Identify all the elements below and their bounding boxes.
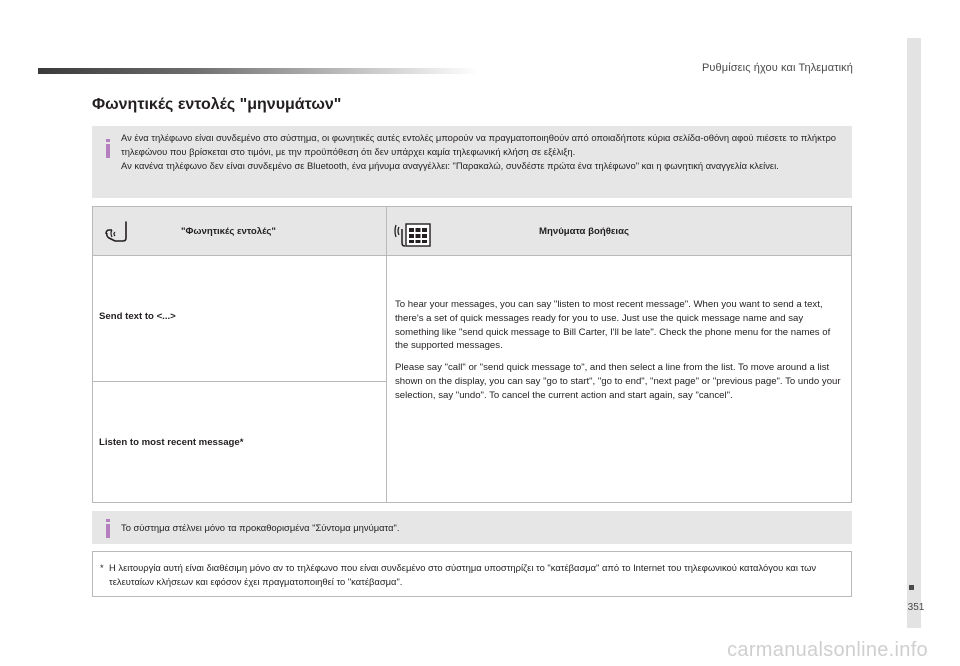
voice-help-grid-icon bbox=[393, 217, 433, 254]
command-listen-recent: Listen to most recent message* bbox=[99, 437, 244, 448]
watermark-text: carmanualsonline.info bbox=[727, 639, 928, 661]
help-paragraph: Please say "call" or "send quick message to", and then select a line from the list. To move around a list shown on the display, you can say "go to start", "go to end", "next page" or "previous page". To undo your selection, say "undo". To cancel the current action and start again, say "cancel". bbox=[395, 362, 841, 401]
info-text-top bbox=[121, 131, 846, 172]
voice-command-icon bbox=[103, 218, 129, 249]
header-gradient-bar bbox=[38, 68, 478, 74]
section-title: Φωνητικές εντολές "μηνυμάτων" bbox=[92, 96, 342, 113]
chapter-title: Ρυθμίσεις ήχου και Τηλεματική bbox=[702, 62, 853, 74]
info-icon bbox=[106, 519, 110, 538]
info-box-top bbox=[92, 126, 852, 198]
info-text-bottom: Το σύστημα στέλνει μόνο τα προκαθορισμένα "Σύντομα μηνύματα". bbox=[121, 522, 400, 533]
command-send-text: Send text to <...> bbox=[99, 311, 176, 322]
voice-commands-table bbox=[92, 206, 852, 503]
column-header-help-messages: Μηνύματα βοήθειας bbox=[539, 226, 629, 237]
help-message-text bbox=[395, 298, 845, 411]
footnote-text: Η λειτουργία αυτή είναι διαθέσιμη μόνο αν το τηλέφωνο που είναι συνδεμένο στο σύστημα υποστηρίζει το "κατέβασμα" από το Internet του τηλεφωνικού καταλόγου και των τελευταίων κλήσεων και εφόσον έχει πραγματοποιηθεί το "κατέβασμα". bbox=[109, 562, 817, 587]
side-tab-strip bbox=[907, 38, 921, 628]
page-number: 351 bbox=[907, 602, 925, 613]
footnote-asterisk: * bbox=[100, 562, 104, 573]
table-header-row bbox=[93, 207, 851, 256]
info-paragraph: Αν κανένα τηλέφωνο δεν είναι συνδεμένο σε Bluetooth, ένα μήνυμα αναγγέλλει: "Παρακαλώ, συνδέστε πρώτα ένα τηλέφωνο" και η φωνητική αναγγελία κλείνει. bbox=[121, 159, 779, 171]
page-marker bbox=[909, 585, 914, 590]
info-box-bottom bbox=[92, 511, 852, 544]
help-paragraph: To hear your messages, you can say "listen to most recent message". When you want to send a text, there's a set of quick messages ready for you to use. Just use the quick message name and say something like "send quick message to Bill Carter, I'll be late". Check the phone menu for the names of the supported messages. bbox=[395, 299, 831, 352]
column-divider bbox=[386, 207, 387, 502]
row-divider bbox=[93, 381, 386, 382]
info-icon bbox=[106, 139, 110, 158]
footnote-box bbox=[92, 551, 852, 597]
info-paragraph: Αν ένα τηλέφωνο είναι συνδεμένο στο σύστημα, οι φωνητικές αυτές εντολές μπορούν να πραγματοποιηθούν από οποιαδήποτε κύρια σελίδα-οθόνη αφού πιέσετε το πλήκτρο τηλεφώνου που βρίσκεται στο τιμόνι, με την προϋπόθεση ότι δεν υπάρχει καμία τηλεφωνική κλήση σε εξέλιξη. bbox=[121, 132, 837, 157]
column-header-commands: "Φωνητικές εντολές" bbox=[181, 226, 276, 237]
